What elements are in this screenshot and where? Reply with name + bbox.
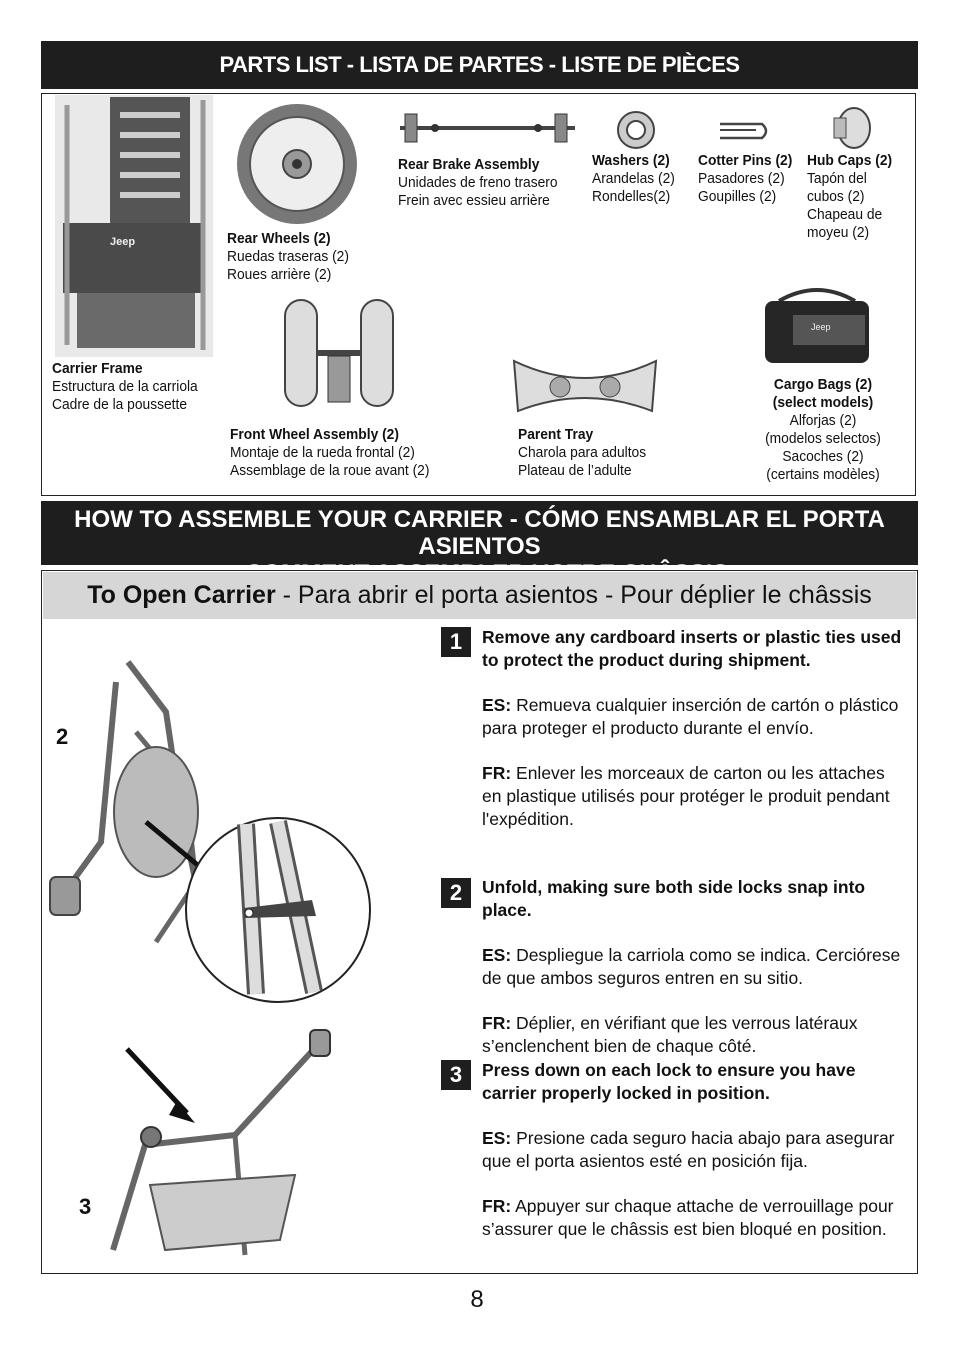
washer-illustration <box>616 110 656 150</box>
jeep-logo: Jeep <box>811 322 831 332</box>
assembly-title: HOW TO ASSEMBLE YOUR CARRIER - CÓMO ENSAMBLAR EL PORTA ASIENTOS <box>41 501 918 565</box>
part-carrier-frame: Carrier Frame Estructura de la carriola Cadre de la poussette <box>52 360 198 413</box>
page-number: 8 <box>470 1286 484 1313</box>
step-number-2: 2 <box>441 878 471 908</box>
part-rear-brake-assembly: Rear Brake Assembly Unidades de freno trasero Frein avec essieu arrière <box>398 156 558 209</box>
cargo-bag-illustration <box>763 285 871 365</box>
hub-cap-illustration <box>828 106 874 150</box>
part-cargo-bags: Cargo Bags (2) (select models) Alforjas (2) (modelos selectos) Sacoches (2) (certains modèles) <box>765 376 881 483</box>
part-hub-caps: Hub Caps (2) Tapón del cubos (2) Chapeau de moyeu (2) <box>807 152 893 241</box>
step-2-text: Unfold, making sure both side locks snap into place. ES: Despliegue la carriola como se indica. Cerciórese de que ambos seguros entren en su sitio. FR: Déplier, en vérifiant que les verrous latéraux s’enclenchent bien de chaque côté. <box>482 877 901 1056</box>
rear-brake-assembly-illustration <box>395 108 580 150</box>
front-wheel-assembly-illustration <box>283 298 395 410</box>
figure-label-3: 3 <box>79 1194 92 1219</box>
step-3-text: Press down on each lock to ensure you have carrier properly locked in position. ES: Presione cada seguro hacia abajo para asegurar que el porta asientos esté en posición fija. FR: Appuyer sur chaque attache de verrouillage pour s’assurer que le châssis est bien bloqué en position. <box>482 1060 895 1239</box>
parts-list-title: PARTS LIST - LISTA DE PARTES - LISTE DE PIÈCES <box>41 41 918 89</box>
part-parent-tray: Parent Tray Charola para adultos Plateau de l’adulte <box>518 426 647 479</box>
parent-tray-illustration <box>512 355 658 417</box>
open-carrier-title: To Open Carrier - Para abrir el porta asientos - Pour déplier le châssis <box>43 572 916 619</box>
figure-label-2: 2 <box>56 724 69 749</box>
rear-wheel-illustration <box>235 103 359 225</box>
step-number-3: 3 <box>441 1060 471 1090</box>
press-lock-illustration <box>105 1025 340 1265</box>
jeep-logo: Jeep <box>110 236 136 248</box>
unfold-carrier-illustration <box>46 652 376 1012</box>
step-1-text: Remove any cardboard inserts or plastic ties used to protect the product during shipment. ES: Remueva cualquier inserción de cartón o plástico para proteger el producto durante el envío. FR: Enlever les morceaux de carton ou les attaches en plastique utilisés pour protéger le produit pendant l'expédition. <box>482 627 902 829</box>
step-number-1: 1 <box>441 627 471 657</box>
part-cotter-pins: Cotter Pins (2) Pasadores (2) Goupilles (2) <box>698 152 793 205</box>
part-rear-wheels: Rear Wheels (2) Ruedas traseras (2) Roues arrière (2) <box>227 230 349 283</box>
carrier-frame-illustration <box>55 95 213 357</box>
part-front-wheel-assembly: Front Wheel Assembly (2) Montaje de la rueda frontal (2) Assemblage de la roue avant (2) <box>230 426 430 479</box>
cotter-pin-illustration <box>716 118 772 144</box>
part-washers: Washers (2) Arandelas (2) Rondelles(2) <box>592 152 675 205</box>
